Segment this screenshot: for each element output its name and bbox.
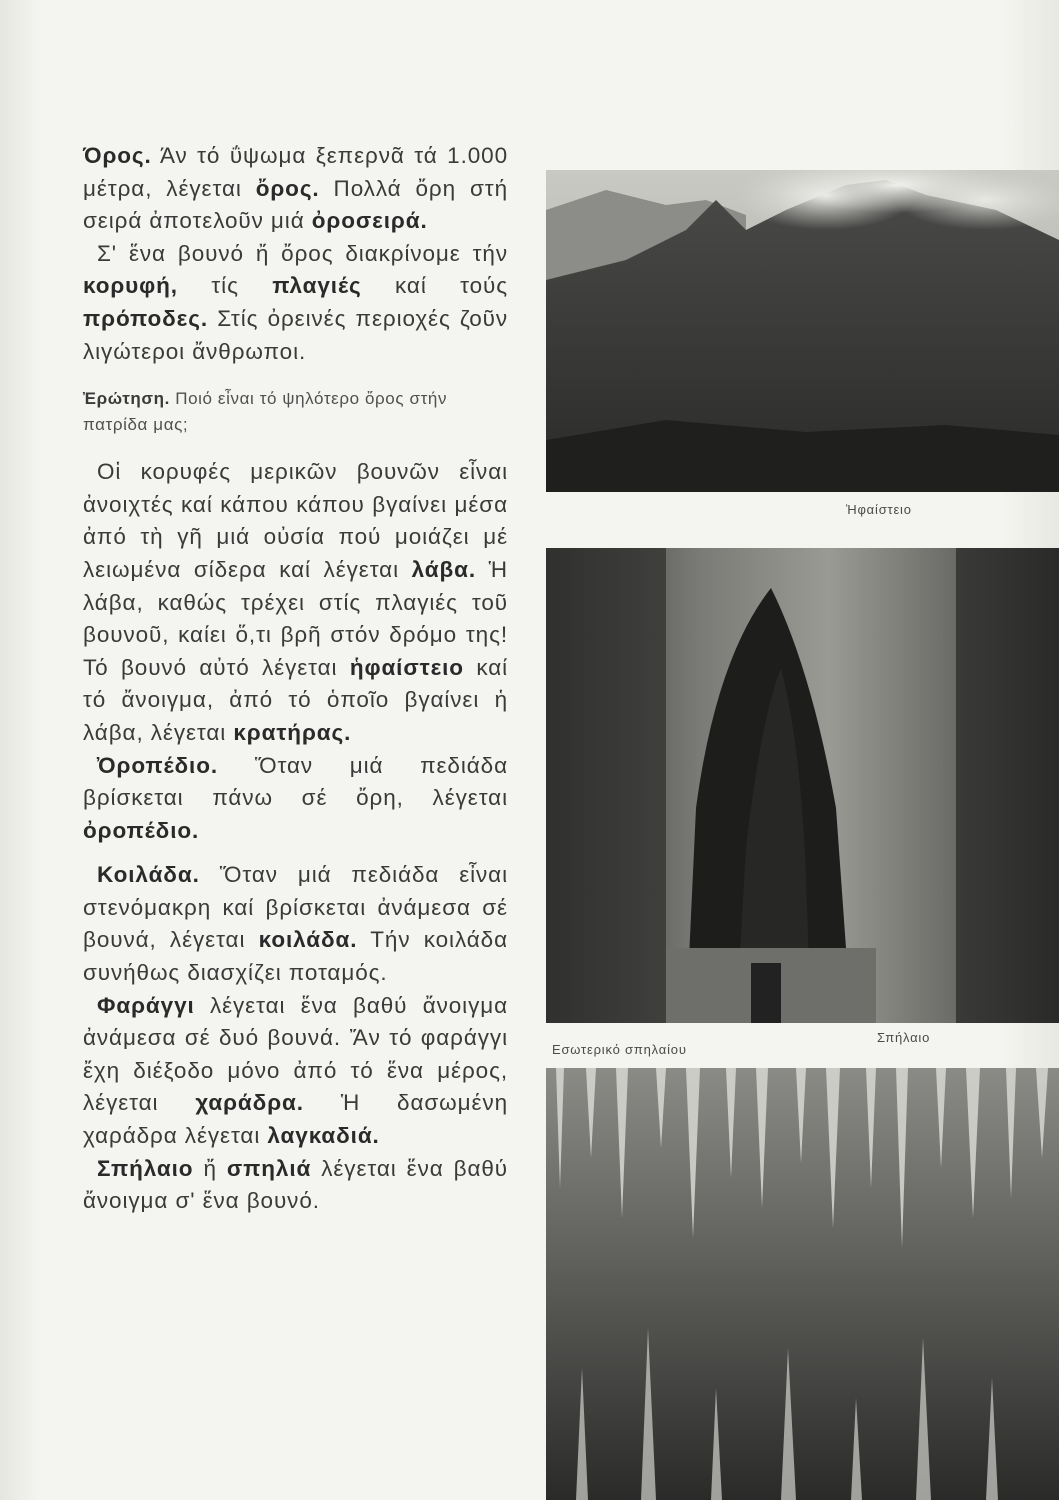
paragraph-lava-volcano: Οἱ κορυφές μερικῶν βουνῶν εἶναι ἀνοιχτές καί κάπου κάπου βγαίνει μέσα ἀπό τὴ γῆ μιά οὐσία πού μοιάζει μέ λειωμένα σίδερα καί λέγεται λάβα. Ἡ λάβα, καθώς τρέχει στίς πλαγιές τοῦ βουνοῦ, καίει ὅ,τι βρῆ στόν δρόμο της! Τό βουνό αὐτό λέγεται ἡφαίστειο καί τό ἄνοιγμα, ἀπό τό ὁποῖο βγαίνει ἡ λάβα, λέγεται κρατήρας. <box>83 459 509 745</box>
caption-cave-interior: Εσωτερικό σπηλαίου <box>552 1042 687 1057</box>
paragraph-mountain: Όρος. Άν τό ΰψωμα ξεπερνᾶ τά 1.000 μέτρα, λέγεται ὄρος. Πολλά ὄρη στή σειρά ἀποτελοῦν μιά ὀροσειρά. <box>83 143 508 234</box>
paragraph-valley: Κοιλάδα. Ὅταν μιά πεδιάδα εἶναι στενόμακρη καί βρίσκεται ἀνάμεσα σέ βουνά, λέγεται κοιλάδα. Τήν κοιλάδα συνήθως διασχίζει ποταμός. <box>83 862 508 986</box>
paragraph-gorge: Φαράγγι λέγεται ἕνα βαθύ ἄνοιγμα ἀνάμεσα σέ δυό βουνά. Ἄν τό φαράγγι ἔχη διέξοδο μόνο ἀπό τό ἕνα μέρος, λέγεται χαράδρα. Ἡ δασωμένη χαράδρα λέγεται λαγκαδιά. <box>83 992 509 1149</box>
cave-interior-photo <box>546 1068 1059 1500</box>
term-mountain-range: ὀροσειρά. <box>311 208 428 234</box>
question-label: Ἐρώτηση. <box>83 389 170 409</box>
text-column <box>83 140 508 1218</box>
paragraph-mountain-parts: Σ' ἕνα βουνό ἤ ὄρος διακρίνομε τήν κορυφή, τίς πλαγιές καί τούς πρόποδες. Στίς ὀρεινές περιοχές ζοῦν λιγώτεροι ἄνθρωποι. <box>83 240 508 364</box>
cave-entrance-photo <box>546 548 1059 1023</box>
term-mountain: Όρος. <box>83 143 152 168</box>
volcano-photo <box>546 170 1059 492</box>
caption-volcano: Ἡφαίστειο <box>846 502 912 517</box>
paragraph-cave: Σπήλαιο ἤ σπηλιά λέγεται ἕνα βαθύ ἄνοιγμα σ' ἕνα βουνό. <box>83 1155 509 1214</box>
caption-cave: Σπήλαιο <box>877 1030 931 1045</box>
paragraph-plateau: Ὀροπέδιο. Ὅταν μιά πεδιάδα βρίσκεται πάνω σέ ὄρη, λέγεται ὀροπέδιο. <box>83 752 508 843</box>
question: Ἐρώτηση. Ποιό εἶναι τό ψηλότερο ὄρος στήν πατρίδα μας; <box>83 389 448 435</box>
